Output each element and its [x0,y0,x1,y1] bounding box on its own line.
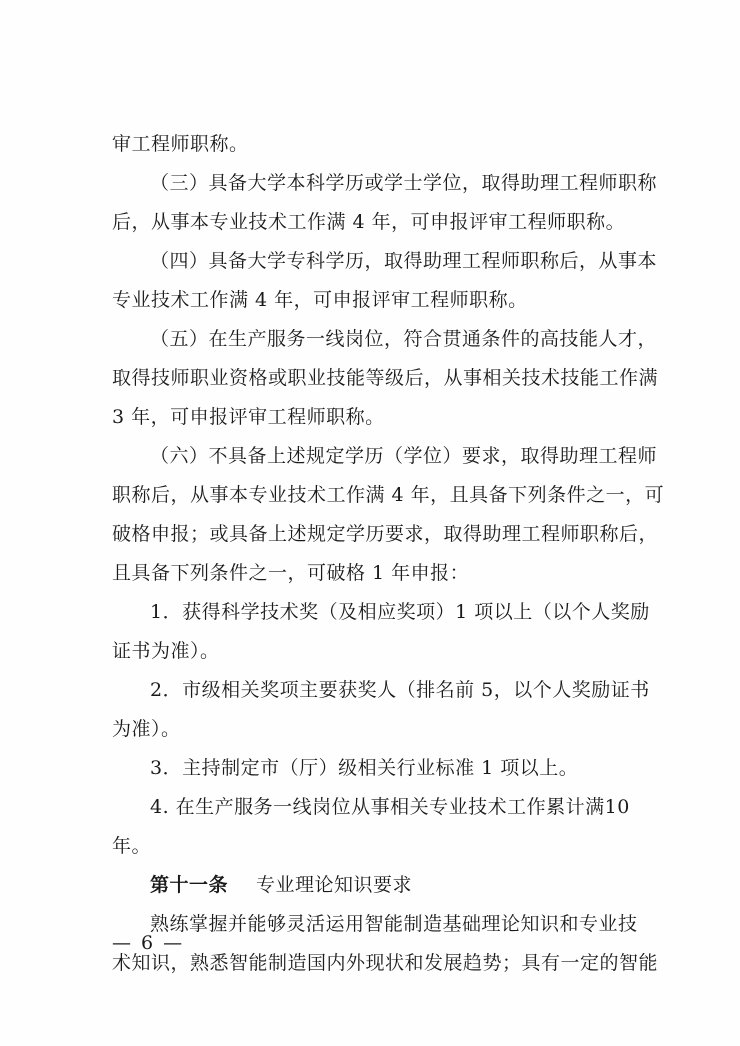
text-line-3: 后，从事本专业技术工作满 4 年，可申报评审工程师职称。 [112,211,626,233]
text-line-7: 取得技师职业资格或职业技能等级后，从事相关技术技能工作满 [112,367,659,389]
text-line-1: 审工程师职称。 [112,133,249,155]
text-line-12: 且具备下列条件之一，可破格 1 年申报： [112,562,470,584]
text-line-15: 2．市级相关奖项主要获奖人（排名前 5，以个人奖励证书 [150,679,650,701]
article-heading [112,871,642,910]
page-number: — 6 — [112,932,185,954]
text-line-4: （四）具备大学专科学历，取得助理工程师职称后，从事本 [150,250,658,272]
text-line-2: （三）具备大学本科学历或学士学位，取得助理工程师职称 [150,172,658,194]
text-line-9: （六）不具备上述规定学历（学位）要求，取得助理工程师 [150,445,658,467]
text-line-10: 职称后，从事本专业技术工作满 4 年，且具备下列条件之一，可 [112,484,665,506]
tail-line-2: 术知识，熟悉智能制造国内外现状和发展趋势；具有一定的智能 [112,952,659,974]
text-line-17: 3．主持制定市（厅）级相关行业标准 1 项以上。 [150,757,579,779]
document-body [112,130,665,988]
article-heading-text: 专业理论知识要求 [256,874,413,896]
text-line-19: 年。 [112,835,152,857]
text-line-13: 1．获得科学技术奖（及相应奖项）1 项以上（以个人奖励 [150,601,650,623]
text-line-18: 4. 在生产服务一线岗位从事相关专业技术工作累计满10 [150,796,630,818]
text-line-8: 3 年，可申报评审工程师职称。 [112,406,385,428]
text-line-14: 证书为准）。 [112,640,220,662]
article-number: 第十一条 [150,874,229,896]
text-line-16: 为准）。 [112,718,181,740]
text-line-11: 破格申报；或具备上述规定学历要求，取得助理工程师职称后， [112,523,659,545]
text-line-5: 专业技术工作满 4 年，可申报评审工程师职称。 [112,289,528,311]
text-line-6: （五）在生产服务一线岗位，符合贯通条件的高技能人才， [150,328,658,350]
tail-line-1: 熟练掌握并能够灵活运用智能制造基础理论知识和专业技 [150,913,638,935]
